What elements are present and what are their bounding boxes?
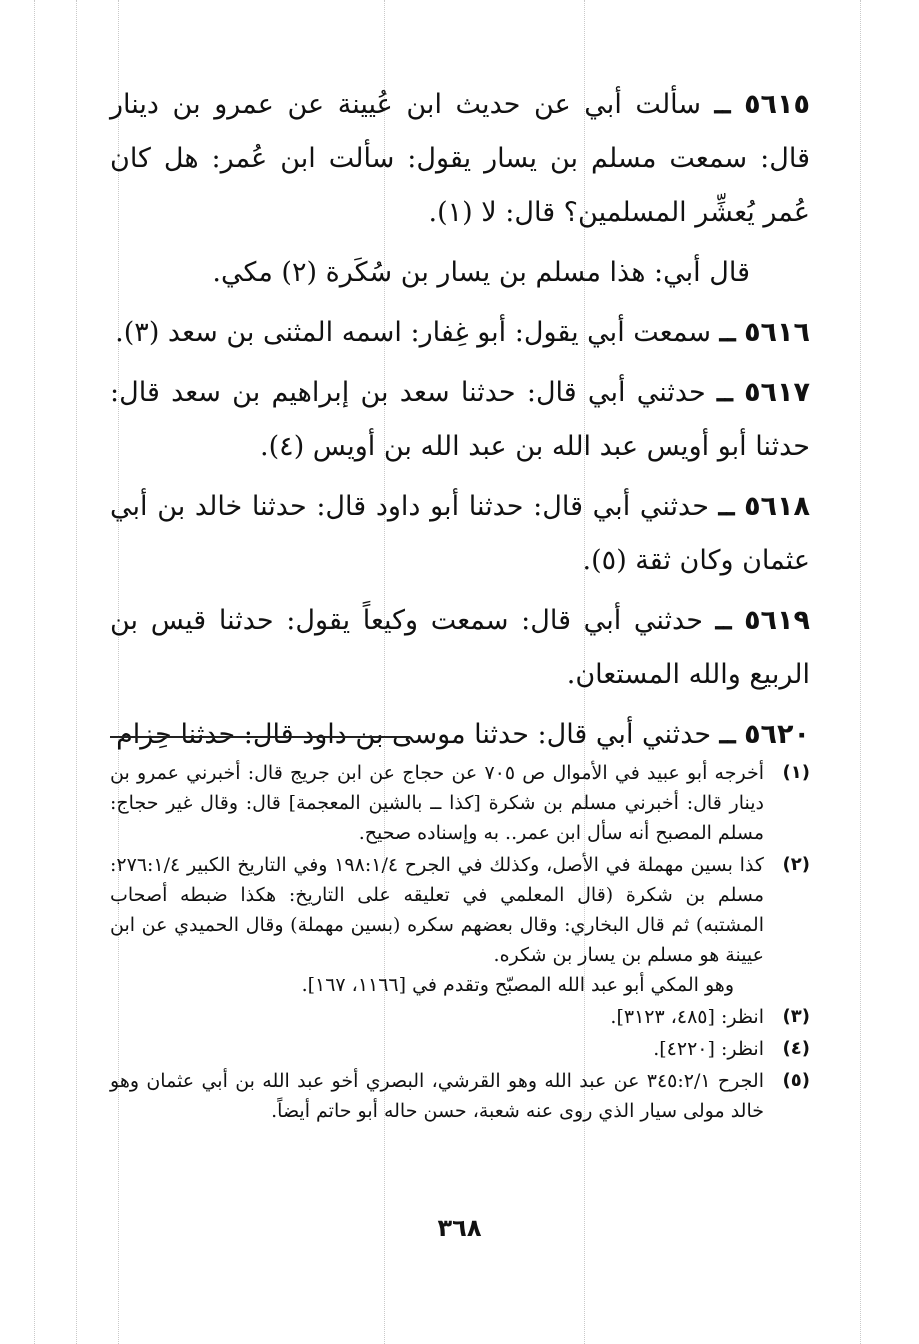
entry-text: سألت أبي عن حديث ابن عُيينة عن عمرو بن دينار قال: سمعت مسلم بن يسار يقول: سألت ابن عُمر: هل كان عُمر يُعشِّر المسلمين؟ قال: لا (١). — [110, 89, 810, 228]
footnote-marker: (٣) — [782, 1006, 810, 1027]
footnote-marker: (٤) — [782, 1038, 810, 1059]
footnote-text: كذا بسين مهملة في الأصل، وكذلك في الجرح ١٩٨:١/٤ وفي التاريخ الكبير ٢٧٦:١/٤: مسلم بن شكرة (قال المعلمي في تعليقه على التاريخ: هكذا ضبطه أصحاب المشتبه) ثم قال البخاري: وقال بعضهم سكره (بسين مهملة) وقال الحميدي عن ابن عيينة هو مسلم بن يسار بن شكره. — [110, 854, 764, 966]
footnote-marker: (٥) — [782, 1070, 810, 1091]
footnote-text: أخرجه أبو عبيد في الأموال ص ٧٠٥ عن حجاج عن ابن جريج قال: أخبرني عمرو بن دينار قال: أخبرني مسلم بن شكرة [كذا ــ بالشين المعجمة] قال: وقال غير حجاج: مسلم المصبح أنه سأل ابن عمر.. به وإسناده صحيح. — [110, 762, 764, 844]
entry-number: ٥٦١٧ — [744, 377, 810, 408]
scan-artifact-line — [860, 0, 861, 1344]
entry-5615 — [110, 78, 810, 240]
entry-dash: ــ — [716, 377, 733, 408]
entry-5617 — [110, 366, 810, 474]
footnote-text: انظر: [٤٨٥، ٣١٢٣]. — [610, 1006, 764, 1028]
footnote-separator — [110, 736, 410, 738]
footnote-body — [110, 1034, 764, 1064]
entry-number: ٥٦١٥ — [744, 89, 810, 120]
entry-text: حدثني أبي قال: حدثنا أبو داود قال: حدثنا خالد بن أبي عثمان وكان ثقة (٥). — [110, 491, 810, 576]
entry-text: حدثني أبي قال: حدثنا موسى بن داود قال: حدثنا حِزام — [116, 719, 712, 750]
entry-text: حدثني أبي قال: حدثنا سعد بن إبراهيم بن سعد قال: حدثنا أبو أويس عبد الله بن عبد الله بن أويس (٤). — [110, 377, 810, 462]
footnote-body — [110, 850, 764, 1000]
page-number: ٣٦٨ — [437, 1214, 482, 1242]
entry-number: ٥٦٢٠ — [744, 719, 810, 750]
footnote-3 — [110, 1002, 810, 1032]
footnote-body — [110, 758, 764, 848]
entry-number: ٥٦١٦ — [744, 317, 810, 348]
entry-dash: ــ — [715, 605, 732, 636]
footnote-4 — [110, 1034, 810, 1064]
entry-5620 — [110, 708, 810, 762]
entry-text: سمعت أبي يقول: أبو غِفار: اسمه المثنى بن سعد (٣). — [115, 317, 712, 348]
footnotes — [110, 758, 810, 1128]
main-text — [110, 78, 810, 768]
footnote-body — [110, 1002, 764, 1032]
entry-text: حدثني أبي قال: سمعت وكيعاً يقول: حدثنا قيس بن الربيع والله المستعان. — [110, 605, 810, 690]
entry-dash: ــ — [719, 317, 736, 348]
footnote-marker: (٢) — [782, 854, 810, 875]
footnote-text: الجرح ٣٤٥:٢/١ عن عبد الله وهو القرشي، البصري أخو عبد الله بن أبي عثمان وهو خالد مولى سيار الذي روى عنه شعبة، حسن حاله أبو حاتم أيضاً. — [110, 1070, 764, 1122]
footnote-5 — [110, 1066, 810, 1126]
footnote-1 — [110, 758, 810, 848]
entry-comment — [110, 246, 810, 300]
entry-dash: ــ — [718, 491, 735, 522]
footnote-2 — [110, 850, 810, 1000]
footnote-marker: (١) — [782, 762, 810, 783]
entry-text: قال أبي: هذا مسلم بن يسار بن سُكَرة (٢) مكي. — [212, 257, 750, 288]
scan-artifact-line — [76, 0, 77, 1344]
footnote-text: وهو المكي أبو عبد الله المصبّح وتقدم في [١١٦٦، ١٦٧]. — [301, 974, 734, 996]
scan-artifact-line — [34, 0, 35, 1344]
entry-number: ٥٦١٩ — [744, 605, 810, 636]
entry-number: ٥٦١٨ — [744, 491, 810, 522]
entry-5619 — [110, 594, 810, 702]
entry-dash: ــ — [719, 719, 736, 750]
entry-5616 — [110, 306, 810, 360]
footnote-text: انظر: [٤٢٢٠]. — [653, 1038, 764, 1060]
entry-dash: ــ — [714, 89, 731, 120]
footnote-body — [110, 1066, 764, 1126]
entry-5618 — [110, 480, 810, 588]
